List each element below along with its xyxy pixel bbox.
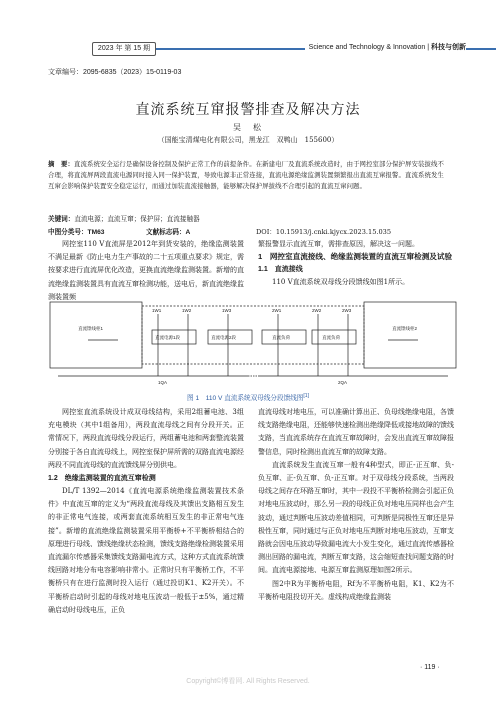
- bus-1-label: 1QA: [158, 380, 168, 385]
- paragraph: 110 V直流系统双母线分段馈线如图1所示。: [272, 278, 410, 287]
- paragraph: DL/T 1392—2014《直流电源系统绝缘监测装置技术条件》中直流互窜的定义为“两段直流母线及其馈出支路相互发生的非正常电气连接，或两套直流系统相互发生的非正常电气连接”。新增的直流绝缘监测装置采用平衡桥+不平衡桥相结合的原理进行母线、馈线绝缘状态检测，馈线支路绝缘检测装置采用直流漏尔传感器采集馈线支路漏电流方式，这种方式直流系统馈线回路对地分布电容影响非常小。正常时只有平衡桥工作，不平衡桥只有在进行监测时投入运行（通过投切K1、K2开关）。不平衡桥启动时引起的母线对地电压波动一般低于±5%，通过精确启动时母线电压，正负: [48, 487, 244, 614]
- caption-ref: [1]: [303, 392, 309, 399]
- branch-label: 1W2: [182, 308, 192, 313]
- journal-name-cn: 科技与创新: [431, 44, 466, 51]
- branch-label: 2W1: [272, 308, 282, 313]
- affiliation: （国能宝清煤电化有限公司，黑龙江 双鸭山 155600）: [157, 136, 339, 144]
- dc-source-2-label: 直流电源2段: [211, 335, 237, 340]
- journal-name: Science and Technology & Innovation | 科技与创新: [305, 41, 466, 55]
- author: 吴 松: [233, 123, 263, 132]
- journal-name-en: Science and Technology & Innovation: [308, 44, 426, 51]
- copyright-watermark: Copyright©博看网. All Rights Reserved.: [186, 678, 310, 685]
- figure-1-diagram: [48, 300, 458, 386]
- paragraph: 直流系统发生直流互窜一般有4种型式，即正-正互窜、负-负互窜、正-负互窜、负-正互窜。对于双母线分段系统，当两段母线之间存在环路互窜时，其中一段投不平衡桥检测会引起正负对地电压波动时，那么另一段的母线正负对地电压同样也会产生波动，通过判断电压波动差值相同，可判断是同极性互窜还是异极性互窜，同时通过与正负对地电压判断对地电压波动，互窜支路就会因电压波动导致漏电流大小发生变化，通过直流传感器检测出回路的漏电流，判断互窜支路，这会缩短查找问题支路的时间。直流电源接地、电源互窜监测原理如图2所示。: [258, 460, 454, 575]
- cabinet-1-label: 直流馈线柜1: [78, 326, 104, 331]
- bus-2-label: 2QA: [338, 380, 348, 385]
- left-column-top: [48, 238, 244, 304]
- article-number: 文章编号：2095-6835（2023）15-0119-03: [48, 69, 182, 76]
- figure-1-caption: [0, 392, 496, 402]
- keywords-label: 关键词：: [48, 216, 75, 223]
- section-heading: 1 网控室直流接线、绝缘监测装置的直流互窜检测及试验: [258, 252, 453, 262]
- paragraph: 直流母线对地电压，可以准确计算出正、负母线绝缘电阻，各馈线支路绝缘电阻，还能够快速检测出绝缘降低或接地故障的馈线支路，当直流系统存在直流互窜故障时，会发出直流互窜故障报警信息，同时检测出直流互窜的故障支路。: [258, 408, 454, 456]
- abstract-label: 摘 要：: [48, 161, 74, 168]
- dc-source-1-label: 直流电源1段: [155, 335, 181, 340]
- keywords-text: 直流电源；直流互窜；保护屏；直流接触器: [74, 215, 200, 223]
- branch-label: 2W3: [342, 308, 352, 313]
- branch-label: 1W1: [152, 308, 162, 313]
- right-column-top: [258, 238, 454, 289]
- dc-load-label: 直流负荷: [272, 335, 290, 340]
- paragraph: 繁报警显示直流互窜，需排查原因，解决这一问题。: [258, 240, 419, 248]
- branch-label: 2W2: [312, 308, 322, 313]
- cabinet-2-label: 直流馈线柜2: [392, 326, 418, 331]
- running-header: [0, 42, 496, 56]
- left-column-bottom: [48, 406, 244, 617]
- feeder-cabinet-2: [364, 302, 456, 368]
- document-code: 文献标志码：A: [146, 229, 191, 236]
- paper-title: 直流系统互窜报警排查及解决方法: [135, 101, 361, 117]
- paragraph: 网控室110 V直流屏是2012年到货安装的，绝缘监测装置不满足最新《防止电力生产事故的二十五项重点要求》规定，需按要求进行直流屏优化改造，更换直流绝缘监测装置。新增的直流绝缘监测装置具有直流互窜检测功能，送电后，新直流绝缘监测装置频: [48, 240, 244, 301]
- page-number: · 119 ·: [420, 664, 440, 671]
- dc-load-label: 直流负荷: [322, 335, 340, 340]
- feeder-cabinet-1: [50, 302, 142, 368]
- subsection-heading: 1.2 绝缘监测装置的直流互窜检测: [48, 475, 156, 483]
- caption-text: 图 1 110 V 直流系统双母线分段馈线图: [187, 395, 304, 402]
- paragraph: 网控室直流系统设计成双母线结构，采用2组蓄电池、3组充电模块（其中1组备用），两段直流母线之间有分段开关。正常情况下，两段直流母线分段运行，两组蓄电池和两套整流装置分别接于各自直流母线上，网控室保护屏所需的双路直流电源经两段不同直流母线的直流馈线屏分别供电。: [48, 408, 244, 469]
- doi: DOI：10.15913/j.cnki.kjycx.2023.15.035: [256, 228, 392, 236]
- right-column-bottom: [258, 406, 454, 604]
- subsection-heading: 1.1 直流接线: [258, 266, 303, 274]
- clc-number: 中图分类号：TM63: [48, 229, 105, 236]
- keywords: [48, 213, 200, 223]
- paragraph: 图2中R为平衡桥电阻，Rf为不平衡桥电阻，K1、K2为不平衡桥电阻投切开关。虚线构成绝缘监测装: [258, 579, 454, 601]
- abstract: [48, 159, 448, 192]
- issue-label: 2023 年 第 15 期: [92, 42, 156, 56]
- abstract-text: 直流系统安全运行是确保设备控制及保护正常工作的前提条件。在新建电厂及直流系统改造时，由于网控室部分保护屏安装拔线不合理，将直流屏两段直流电源同时接入同一保护装置，导致电源非正常连接，直流电源绝缘监测装置频繁报出直流互窜报警。直流系统发生互窜会影响保护装置安全稳定运行，而通过加装直流接触器，能够解决保护屏拔线不合理引起的直流互窜问题。: [48, 160, 444, 190]
- classification-line: [48, 226, 458, 236]
- branch-label: 1W3: [222, 308, 232, 313]
